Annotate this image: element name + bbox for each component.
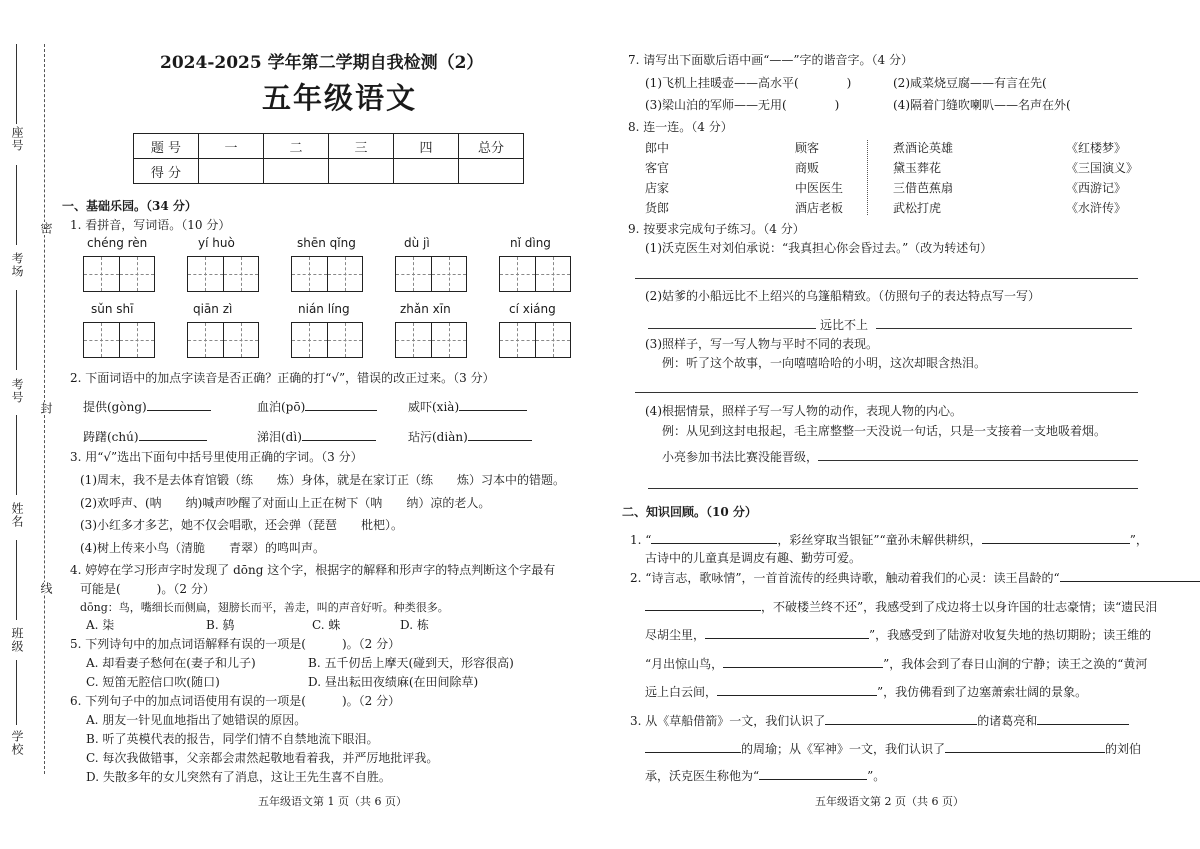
q3-line: (2)欢呼声、(呐 纳)喊声吵醒了对面山上正在树下（呐 纳）凉的老人。 <box>80 496 491 510</box>
q9-example: 例：听了这个故事，一向嘻嘻哈哈的小明，这次却眼含热泪。 <box>662 356 987 370</box>
question-8: 8. 连一连。（4 分） <box>628 120 733 134</box>
answer-blank[interactable] <box>468 440 532 441</box>
question-5: 5. 下列诗句中的加点词语解释有误的一项是( )。（2 分） <box>70 637 401 651</box>
k3-line: 承，沃克医生称他为“ ”。 <box>645 769 886 783</box>
q7-item: (2)咸菜烧豆腐——有言在先( <box>893 76 1047 90</box>
side-line <box>16 290 17 370</box>
q9-sub: (2)姑爹的小船远比不上绍兴的乌篷船精致。（仿照句子的表达特点写一写） <box>645 289 1041 303</box>
exam-title: 2024-2025 学年第二学期自我检测（2） <box>160 53 484 73</box>
q2-item: 提供(gòng) <box>83 398 211 415</box>
score-header-cell: 二 <box>264 134 329 159</box>
k2-line: 尽胡尘里， ”，我感受到了陆游对收复失地的热切期盼；读王维的 <box>645 628 1152 642</box>
section-2-title: 二、知识回顾。（10 分） <box>622 505 757 519</box>
q9-prompt: 小亮参加书法比赛没能晋级， <box>662 450 819 464</box>
question-1: 1. 看拼音，写词语。（10 分） <box>70 218 231 232</box>
score-input-cell[interactable] <box>394 159 459 184</box>
answer-line[interactable] <box>818 460 1138 461</box>
match-book: 《三国演义》 <box>1066 161 1139 175</box>
answer-blank[interactable] <box>1037 724 1129 725</box>
score-header-cell: 四 <box>394 134 459 159</box>
score-input-cell[interactable] <box>264 159 329 184</box>
pinyin: cí xiáng <box>509 302 556 316</box>
pinyin: yí huò <box>198 236 235 250</box>
label-school: 学校 <box>10 730 24 756</box>
score-header-cell: 总分 <box>459 134 524 159</box>
writing-grid[interactable] <box>187 256 259 292</box>
label-seat-no: 座号 <box>10 126 24 152</box>
k2-line: ，不破楼兰终不还”，我感受到了戍边将士以身许国的壮志豪情；读“遗民泪 <box>645 598 1157 615</box>
match-left: 货郎 <box>645 201 670 215</box>
match-book: 《红楼梦》 <box>1066 141 1127 155</box>
q2-item: 血泊(pō) <box>257 398 377 415</box>
k2-line: 远上白云间， ”，我仿佛看到了边塞萧索壮阔的景象。 <box>645 685 1088 699</box>
question-6: 6. 下列句子中的加点词语使用有误的一项是( )。（2 分） <box>70 694 401 708</box>
pinyin: qiān zì <box>193 302 233 316</box>
q2-item: 踌躇(chú) <box>83 428 207 445</box>
label-name: 姓名 <box>10 502 24 528</box>
answer-blank[interactable] <box>1060 581 1200 582</box>
q2-item: 玷污(diàn) <box>408 428 532 445</box>
score-input-cell[interactable] <box>459 159 524 184</box>
question-7: 7. 请写出下面歇后语中画“——”字的谐音字。（4 分） <box>628 53 913 67</box>
option: A. 朋友一针见血地指出了她错误的原因。 <box>86 713 307 727</box>
q9-sub-fill: 远比不上 <box>820 318 869 332</box>
label-exam-no: 考号 <box>10 378 24 404</box>
match-book: 《水浒传》 <box>1066 201 1127 215</box>
answer-blank[interactable] <box>645 752 741 753</box>
option: C. 每次我做错事，父亲都会肃然起敬地看着我，并严厉地批评我。 <box>86 751 439 765</box>
question-3: 3. 用“√”选出下面句中括号里使用正确的字词。（3 分） <box>70 450 363 464</box>
score-input-cell[interactable] <box>329 159 394 184</box>
answer-line[interactable] <box>635 392 1138 393</box>
seal-mi: 密 <box>39 222 53 235</box>
answer-blank[interactable] <box>723 667 883 668</box>
option: D. 失散多年的女儿突然有了消息，这让王先生喜不自胜。 <box>86 770 391 784</box>
score-input-cell[interactable] <box>199 159 264 184</box>
pinyin: dù jì <box>404 236 430 250</box>
side-line <box>16 165 17 245</box>
answer-blank[interactable] <box>759 779 867 780</box>
score-row-label: 得 分 <box>134 159 199 184</box>
pinyin: zhǎn xīn <box>400 302 451 316</box>
page-footer-right: 五年级语文第 2 页（共 6 页） <box>815 795 964 808</box>
match-divider <box>867 140 868 215</box>
answer-blank[interactable] <box>139 440 207 441</box>
answer-line[interactable] <box>635 278 1138 279</box>
writing-grid[interactable] <box>395 256 467 292</box>
label-class: 班级 <box>10 627 24 653</box>
q3-line: (4)树上传来小鸟（清脆 青翠）的鸣叫声。 <box>80 541 325 555</box>
q7-item: (1)飞机上挂暖壶——高水平( ) <box>645 76 852 90</box>
option: C. 蛛 <box>312 618 341 632</box>
option: B. 五千仞岳上摩天(碰到天，形容很高) <box>308 656 514 670</box>
option: A. 却看妻子愁何在(妻子和儿子) <box>86 656 256 670</box>
writing-grid[interactable] <box>83 256 155 292</box>
writing-grid[interactable] <box>499 322 571 358</box>
side-line <box>16 44 17 124</box>
side-line <box>16 660 17 725</box>
match-book: 《西游记》 <box>1066 181 1127 195</box>
q2-item: 威吓(xià) <box>408 398 527 415</box>
answer-blank[interactable] <box>147 410 211 411</box>
match-right: 中医医生 <box>795 181 844 195</box>
match-left: 店家 <box>645 181 670 195</box>
option: D. 栋 <box>400 618 429 632</box>
writing-grid[interactable] <box>187 322 259 358</box>
q2-item: 涕泪(dì) <box>257 428 376 445</box>
k1-line: 1. “ ，彩丝穿取当银钲”“童孙未解供耕织， ”， <box>630 533 1148 547</box>
option: D. 昼出耘田夜绩麻(在田间除草) <box>308 675 479 689</box>
q7-item: (3)梁山泊的军师——无用( ) <box>645 98 840 112</box>
k1-line: 古诗中的儿童真是调皮有趣、勤劳可爱。 <box>645 551 862 565</box>
q7-item: (4)隔着门缝吹喇叭——名声在外( <box>893 98 1071 112</box>
answer-blank[interactable] <box>825 724 977 725</box>
q9-sub: (3)照样子，写一写人物与平时不同的表现。 <box>645 337 878 351</box>
answer-blank[interactable] <box>305 410 377 411</box>
answer-blank[interactable] <box>645 610 761 611</box>
question-4-cont: 可能是( )。（2 分） <box>80 582 215 596</box>
answer-blank[interactable] <box>705 638 869 639</box>
answer-line[interactable] <box>876 328 1132 329</box>
match-story: 三借芭蕉扇 <box>893 181 954 195</box>
writing-grid[interactable] <box>499 256 571 292</box>
score-table <box>133 133 524 184</box>
q9-example: 例：从见到这封电报起，毛主席整整一天没说一句话，只是一支接着一支地吸着烟。 <box>662 424 1107 438</box>
pinyin: sǔn shī <box>91 302 134 316</box>
k3-line: 3. 从《草船借箭》一文，我们认识了 的诸葛亮和 <box>630 712 1129 729</box>
pinyin: nián líng <box>298 302 350 316</box>
answer-blank[interactable] <box>651 543 777 544</box>
writing-grid[interactable] <box>83 322 155 358</box>
side-line <box>16 540 17 620</box>
writing-grid[interactable] <box>291 322 363 358</box>
question-9: 9. 按要求完成句子练习。（4 分） <box>628 222 805 236</box>
option: B. 听了英模代表的报告，同学们情不自禁地流下眼泪。 <box>86 732 379 746</box>
question-4-definition: dōng：鸟，嘴细长而侧扁，翅膀长而平，善走，叫的声音好听。种类很多。 <box>80 601 449 614</box>
match-story: 黛玉葬花 <box>893 161 942 175</box>
option: B. 鸫 <box>206 618 235 632</box>
side-line <box>16 415 17 495</box>
match-right: 商贩 <box>795 161 820 175</box>
writing-grid[interactable] <box>395 322 467 358</box>
score-header-cell: 一 <box>199 134 264 159</box>
q3-line: (1)周末，我不是去体育馆锻（练 炼）身体，就是在家订正（练 炼）习本中的错题。 <box>80 473 566 487</box>
option: C. 短笛无腔信口吹(随口) <box>86 675 220 689</box>
k2-line: 2. “诗言志，歌咏情”，一首首流传的经典诗歌，触动着我们的心灵：读王昌龄的“ <box>630 569 1200 586</box>
match-right: 顾客 <box>795 141 820 155</box>
match-left: 客官 <box>645 161 670 175</box>
match-story: 煮酒论英雄 <box>893 141 954 155</box>
match-right: 酒店老板 <box>795 201 844 215</box>
match-left: 郎中 <box>645 141 670 155</box>
writing-grid[interactable] <box>291 256 363 292</box>
question-4: 4. 婷婷在学习形声字时发现了 dōng 这个字，根据字的解释和形声字的特点判断这个字最有 <box>70 563 556 577</box>
k3-line: 的周瑜；从《军神》一文，我们认识了 的刘伯 <box>645 740 1141 757</box>
q9-sub: (4)根据情景，照样子写一写人物的动作，表现人物的内心。 <box>645 404 963 418</box>
match-story: 武松打虎 <box>893 201 942 215</box>
question-2: 2. 下面词语中的加点字读音是否正确？正确的打“√”，错误的改正过来。（3 分） <box>70 371 495 385</box>
seal-feng: 封 <box>39 402 53 415</box>
q3-line: (3)小红多才多艺，她不仅会唱歌，还会弹（琵琶 枇杷）。 <box>80 518 404 532</box>
answer-blank[interactable] <box>302 440 376 441</box>
answer-line[interactable] <box>648 488 1138 489</box>
binding-strip <box>0 0 60 849</box>
label-exam-room: 考场 <box>10 252 24 278</box>
answer-blank[interactable] <box>945 752 1105 753</box>
answer-blank[interactable] <box>717 695 877 696</box>
k2-line: “月出惊山鸟， ”，我体会到了春日山涧的宁静；读王之涣的“黄河 <box>645 657 1148 671</box>
answer-blank[interactable] <box>459 410 527 411</box>
pinyin: shēn qǐng <box>297 236 356 250</box>
pinyin: nǐ dìng <box>510 236 551 250</box>
section-1-title: 一、基础乐园。（34 分） <box>62 199 197 213</box>
score-header-cell: 题 号 <box>134 134 199 159</box>
q9-sub: (1)沃克医生对刘伯承说：“我真担心你会昏过去。”（改为转述句） <box>645 241 993 255</box>
pinyin: chéng rèn <box>87 236 148 250</box>
page-footer-left: 五年级语文第 1 页（共 6 页） <box>258 795 407 808</box>
answer-line[interactable] <box>648 328 816 329</box>
exam-subject: 五年级语文 <box>262 81 418 115</box>
answer-blank[interactable] <box>982 543 1130 544</box>
score-header-cell: 三 <box>329 134 394 159</box>
seal-xian: 线 <box>39 582 53 595</box>
option: A. 柒 <box>86 618 115 632</box>
